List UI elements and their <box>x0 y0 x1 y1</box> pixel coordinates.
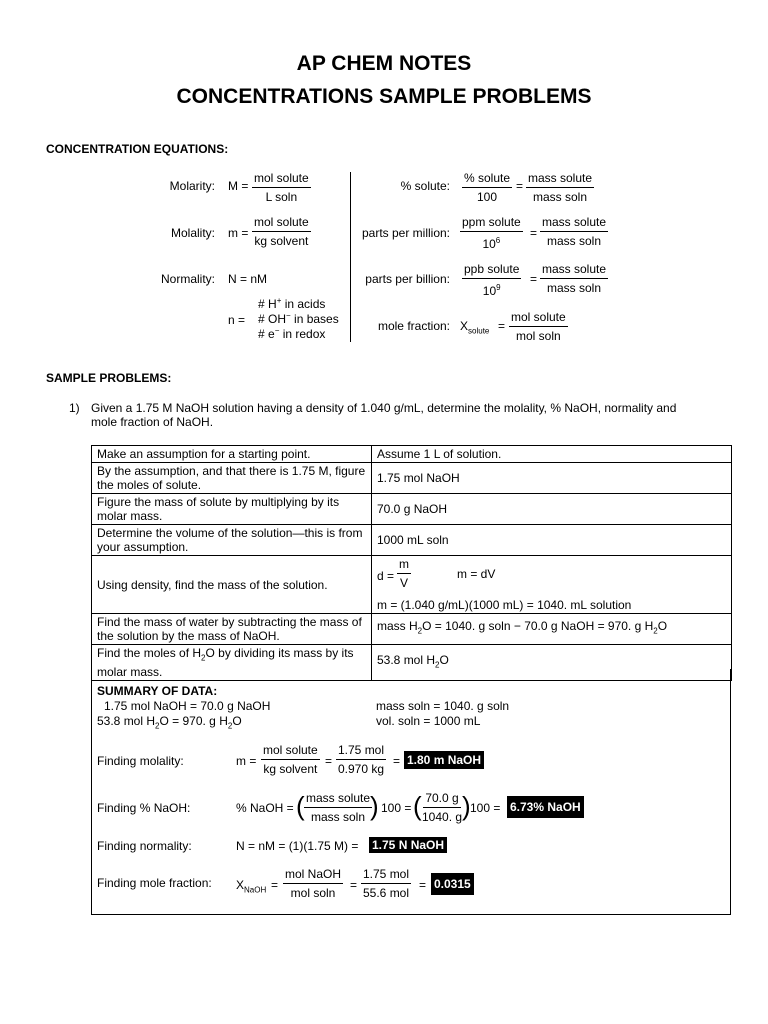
n-bases: # OH− in bases <box>258 311 339 326</box>
ppm-equals: = <box>530 226 538 240</box>
ppm-fraction-2: mass solute mass soln <box>542 215 607 248</box>
molarity-fraction <box>252 171 311 204</box>
normality-expression: N = nM <box>228 272 268 286</box>
step-result: 70.0 g NaOH <box>372 494 732 525</box>
molefrac-lhs: $X_{solute}$ <box>460 319 490 336</box>
density-lhs: d = <box>377 569 395 583</box>
problem-text-line2: mole fraction of NaOH. <box>91 415 214 429</box>
percent-fraction-1: % solute 100 <box>463 171 511 204</box>
table-row <box>92 446 732 463</box>
percent-answer: 6.73% NaOH <box>507 796 584 818</box>
step-result: 1.75 mol NaOH <box>372 463 732 494</box>
summary-line1-left: 1.75 mol NaOH = 70.0 g NaOH <box>104 699 271 713</box>
percent-label: % solute: <box>400 179 450 193</box>
finding-percent-mult-1: 100 = <box>381 801 412 815</box>
finding-molality-equals-1: = <box>325 754 333 768</box>
n-acids: # H+ in acids <box>258 296 326 311</box>
normality-label: Normality: <box>160 272 215 286</box>
equations-divider <box>350 172 351 342</box>
step-instruction: Find the moles of $H_2O$ by dividing its mass by its molar mass. <box>92 645 372 681</box>
finding-molefrac-equals-0: = <box>271 878 279 892</box>
table-row <box>92 494 732 525</box>
close-paren-2: ) <box>462 791 471 821</box>
ppb-equals: = <box>530 272 538 286</box>
finding-percent-mult-2: 100 = <box>470 801 501 815</box>
finding-percent-fraction-1: mass solute mass soln <box>306 791 371 824</box>
molality-numerator: mol solute <box>252 215 311 232</box>
summary-line2-left: 53.8 mol $H_2O = 970$. g $H_2O$ <box>97 714 242 731</box>
step-result <box>372 556 732 614</box>
normality-answer: 1.75 N NaOH <box>369 837 447 853</box>
step-instruction: Figure the mass of solute by multiplying by its molar mass. <box>92 494 372 525</box>
finding-molality-lhs: m = <box>236 754 257 768</box>
step-instruction: Make an assumption for a starting point. <box>92 446 372 463</box>
summary-line1-right: mass soln = 1040. g soln <box>376 699 510 713</box>
molarity-denominator: L soln <box>265 190 298 204</box>
table-row <box>92 525 732 556</box>
step-result: mass $H_2O = 1040$. g soln − 70.0 g NaOH = 970. g $H_2O$ <box>372 614 732 645</box>
steps-table <box>91 445 732 681</box>
table-row <box>92 556 732 614</box>
summary-heading: SUMMARY OF DATA: <box>97 684 218 698</box>
finding-molefrac-equals-1: = <box>350 878 358 892</box>
molality-answer: 1.80 m NaOH <box>404 751 484 769</box>
page-subtitle: CONCENTRATIONS SAMPLE PROBLEMS <box>176 85 592 108</box>
step-instruction: By the assumption, and that there is 1.75 M, figure the moles of solute. <box>92 463 372 494</box>
finding-percent-lhs: % NaOH = <box>236 801 294 815</box>
ppb-fraction-1: ppb solute $10^9$ <box>464 262 520 298</box>
mass-formula: m = dV <box>457 567 496 581</box>
ppb-label: parts per billion: <box>365 272 450 286</box>
molality-label: Molality: <box>170 226 215 240</box>
finding-normality-expression: N = nM = (1)(1.75 M) = <box>236 839 359 853</box>
step-result: 1000 mL soln <box>372 525 732 556</box>
molarity-numerator: mol solute <box>252 171 311 188</box>
problem-number: 1) <box>69 401 80 415</box>
molefrac-equals: = <box>498 319 506 333</box>
finding-molality-fraction-1: mol solute kg solvent <box>263 743 318 776</box>
finding-molefrac-fraction-1: mol NaOH mol soln <box>285 867 342 900</box>
percent-equals: = <box>516 179 524 193</box>
open-paren-2: ( <box>413 791 422 821</box>
molarity-label: Molarity: <box>169 179 215 193</box>
percent-fraction-2: mass solute mass soln <box>528 171 593 204</box>
finding-molefrac-equals-2: = <box>419 878 427 892</box>
molality-denominator: kg solvent <box>254 234 309 248</box>
ppm-fraction-1: ppm solute $10^6$ <box>462 215 521 251</box>
density-fraction: $\frac{m}{V}$ <box>399 557 409 590</box>
n-lhs: n = <box>228 313 246 327</box>
step-result: Assume 1 L of solution. <box>372 446 732 463</box>
n-redox: # e− in redox <box>258 326 326 341</box>
equations-heading: CONCENTRATION EQUATIONS: <box>46 142 229 156</box>
finding-percent-fraction-2: $\frac{70.0 g}{1040. g}$ <box>422 791 463 824</box>
finding-molality-label: Finding molality: <box>97 754 184 768</box>
step-instruction: Determine the volume of the solution—this is from your assumption. <box>92 525 372 556</box>
page-title: AP CHEM NOTES <box>296 52 472 75</box>
ppm-label: parts per million: <box>361 226 450 240</box>
finding-molefrac-lhs: $X_{NaOH}$ <box>236 878 267 895</box>
close-paren-1: ) <box>370 791 379 821</box>
open-paren-1: ( <box>296 791 305 821</box>
finding-normality-label: Finding normality: <box>97 839 192 853</box>
molality-fraction <box>252 215 311 248</box>
step-instruction: Using density, find the mass of the solution. <box>92 556 372 614</box>
sample-heading: SAMPLE PROBLEMS: <box>46 371 172 385</box>
finding-molefrac-fraction-2: 1.75 mol 55.6 mol <box>363 867 410 900</box>
finding-molefrac-label: Finding mole fraction: <box>97 876 212 890</box>
molefrac-answer: 0.0315 <box>431 873 474 895</box>
molality-lhs: m = <box>228 226 249 240</box>
finding-molality-fraction-2: 1.75 mol 0.970 kg <box>338 743 385 776</box>
mass-calculation: m = (1.040 g/mL)(1000 mL) = 1040. mL solution <box>377 598 632 612</box>
finding-percent-label: Finding % NaOH: <box>97 801 191 815</box>
table-row <box>92 463 732 494</box>
molefrac-label: mole fraction: <box>377 319 450 333</box>
molarity-lhs: M = <box>228 179 249 193</box>
finding-molality-equals-2: = <box>393 754 401 768</box>
ppb-fraction-2: mass solute mass soln <box>542 262 607 295</box>
molefrac-fraction: mol solute mol soln <box>511 310 566 343</box>
table-row <box>92 614 732 645</box>
step-result: 53.8 mol $H_2O$ <box>372 645 732 681</box>
problem-text-line1: Given a 1.75 M NaOH solution having a density of 1.040 g/mL, determine the molality, % NaOH, normality and <box>91 401 677 415</box>
step-instruction: Find the mass of water by subtracting the mass of the solution by the mass of NaOH. <box>92 614 372 645</box>
summary-line2-right: vol. soln = 1000 mL <box>376 714 481 728</box>
